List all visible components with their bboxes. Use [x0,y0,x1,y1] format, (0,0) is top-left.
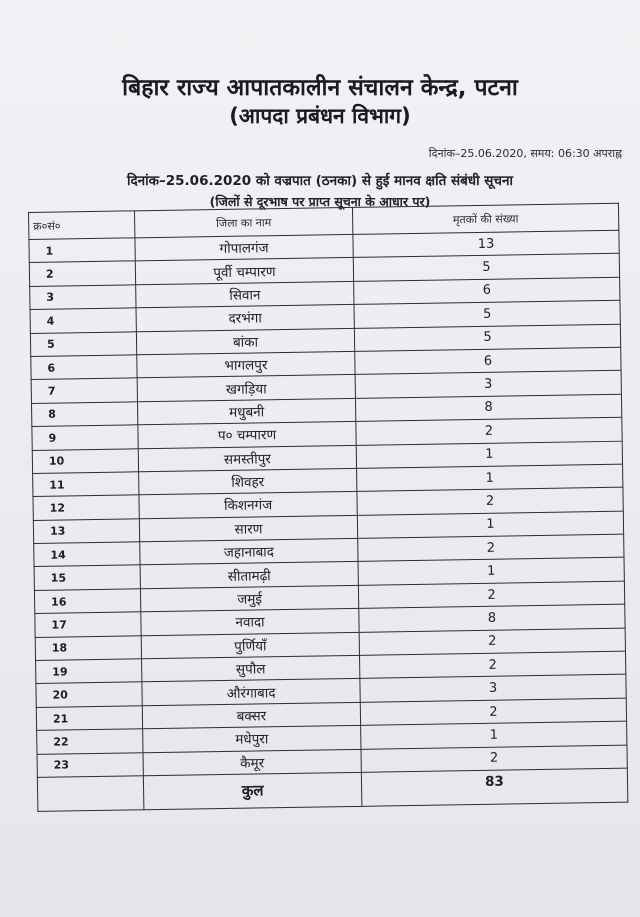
total-value: 83 [361,768,628,806]
district-cell: बांका [136,328,354,355]
serial-cell: 8 [32,402,138,427]
serial-cell: 6 [31,355,137,380]
serial-cell: 17 [35,612,141,637]
district-cell: मधुबनी [137,398,355,425]
district-cell: सुपौल [142,655,360,682]
report-dateline: दिनांक–25.06.2020, समय: 06:30 अपराह्न [428,147,622,160]
district-cell: जहानाबाद [140,538,358,565]
district-cell: समस्तीपुर [138,445,356,472]
serial-cell: 1 [29,238,135,263]
district-cell: दरभंगा [136,305,354,332]
deaths-cell: 5 [354,324,620,352]
district-cell: खगड़िया [137,375,355,402]
total-empty-cell [37,776,144,812]
district-cell: मधेपुरा [143,726,361,753]
deaths-cell: 3 [355,371,621,399]
serial-cell: 22 [37,729,143,754]
deaths-cell: 8 [355,394,621,422]
column-header-serial: क्र०सं० [29,211,135,240]
deaths-cell: 2 [359,628,625,656]
total-label: कुल [143,772,362,809]
deaths-cell: 3 [360,675,626,703]
serial-cell: 2 [29,261,135,286]
report-source-note: (जिलों से दूरभाष पर प्राप्त सूचना के आधार पर) [209,194,431,209]
serial-cell: 23 [37,752,143,777]
district-cell: कैमूर [143,749,361,776]
deaths-cell: 6 [354,277,620,305]
district-cell: सिवान [136,281,354,308]
serial-cell: 14 [34,542,140,567]
column-header-district: जिला का नाम [134,207,352,237]
deaths-cell: 1 [356,441,622,469]
deaths-cell: 2 [360,651,626,679]
district-cell: प० चम्पारण [138,422,356,449]
deaths-cell: 1 [358,558,624,586]
serial-cell: 9 [32,425,138,450]
district-cell: सीतामढ़ी [140,562,358,589]
deaths-cell: 13 [353,230,619,258]
deaths-cell: 1 [357,464,623,492]
deaths-cell: 5 [354,300,620,328]
deaths-cell: 8 [359,604,625,632]
serial-cell: 11 [33,472,139,497]
district-cell: सारण [139,515,357,542]
deaths-cell: 1 [357,511,623,539]
district-cell: नवादा [141,609,359,636]
deaths-cell: 2 [360,698,626,726]
serial-cell: 16 [34,589,140,614]
serial-cell: 5 [30,331,136,356]
serial-cell: 7 [31,378,137,403]
serial-cell: 13 [33,518,139,543]
deaths-cell: 2 [361,745,627,773]
deaths-cell: 2 [358,581,624,609]
serial-cell: 12 [33,495,139,520]
page-subtitle: (आपदा प्रबंधन विभाग) [229,104,411,128]
deaths-cell: 6 [355,347,621,375]
district-cell: बक्सर [142,702,360,729]
deaths-cell: 5 [353,254,619,282]
serial-cell: 15 [34,565,140,590]
report-heading: दिनांक–25.06.2020 को वज्रपात (ठनका) से हुई मानव क्षति संबंधी सूचना [126,173,513,189]
district-cell: पूर्वी चम्पारण [135,258,353,285]
district-cell: जमुई [140,585,358,612]
district-cell: पुर्णियाँ [141,632,359,659]
district-cell: शिवहर [139,468,357,495]
serial-cell: 20 [36,682,142,707]
page-title: बिहार राज्य आपातकालीन संचालन केन्द्र, पटना [122,75,518,101]
serial-cell: 4 [30,308,136,333]
district-cell: भागलपुर [137,351,355,378]
column-header-deaths: मृतकों की संख्या [352,203,618,234]
deaths-cell: 2 [358,534,624,562]
serial-cell: 3 [30,285,136,310]
deaths-cell: 1 [361,721,627,749]
serial-cell: 18 [35,635,141,660]
deaths-cell: 2 [356,417,622,445]
table-body [29,230,627,777]
casualty-table [28,203,628,812]
district-cell: किशनगंज [139,492,357,519]
deaths-cell: 2 [357,487,623,515]
serial-cell: 21 [36,706,142,731]
district-cell: गोपालगंज [135,234,353,261]
serial-cell: 10 [32,448,138,473]
serial-cell: 19 [36,659,142,684]
district-cell: औरंगाबाद [142,679,360,706]
